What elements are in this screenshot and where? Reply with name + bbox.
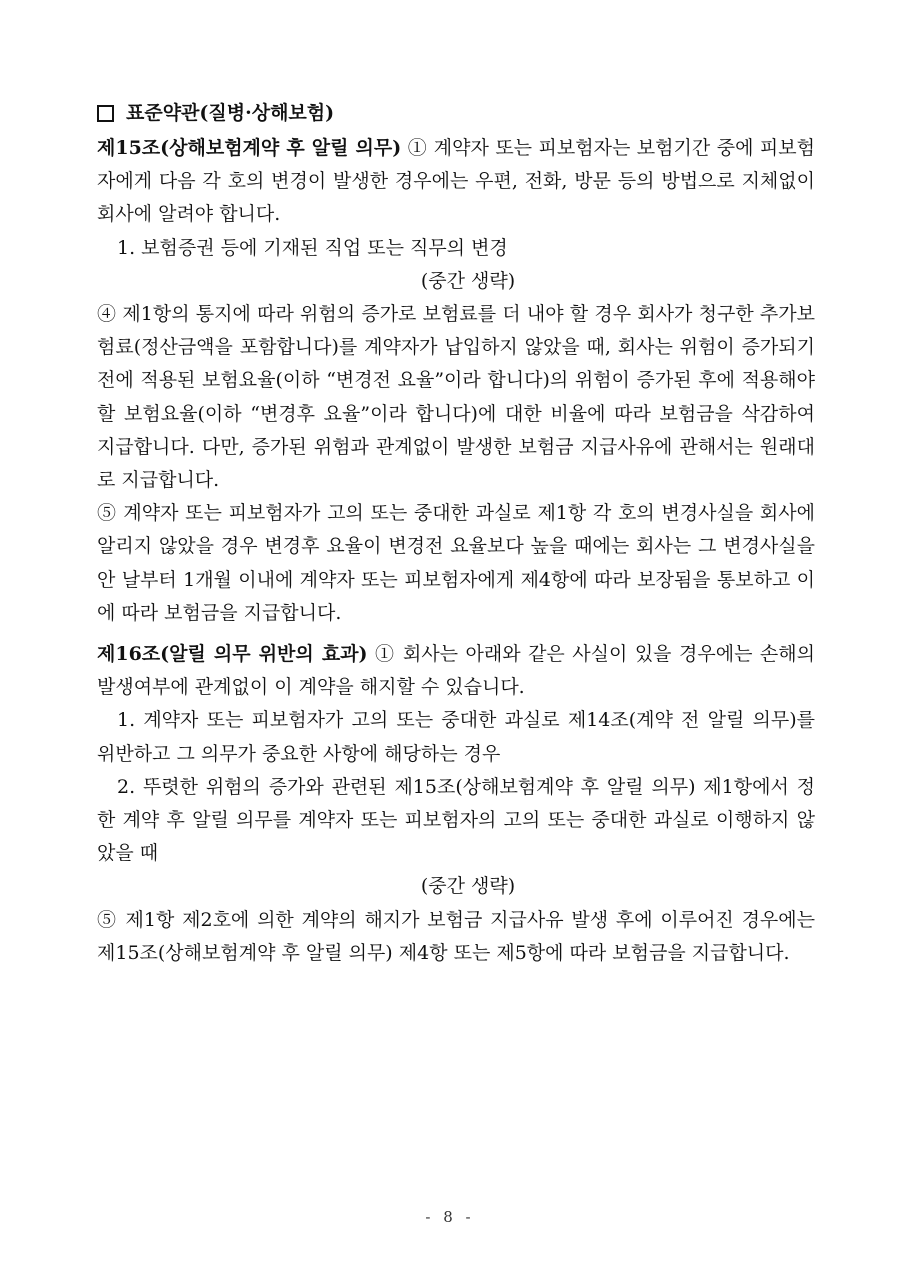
article-16-paragraph-1	[97, 638, 815, 704]
page-number: - 8 -	[425, 1208, 475, 1226]
article-15-omission: (중간 생략)	[420, 269, 516, 292]
page-content	[97, 98, 815, 970]
checkbox-square-icon	[97, 105, 114, 122]
section-heading-text: 표준약관(질병·상해보험)	[126, 102, 335, 124]
article-15-item-1: 1. 보험증권 등에 기재된 직업 또는 직무의 변경	[117, 236, 508, 259]
article-gap	[97, 630, 815, 638]
article-15-clause-1: ① 계약자 또는 피보험자는 보험기간 중에 피보험자에게 다음 각 호의 변경이 발생한 경우에는 우편, 전화, 방문 등의 방법으로 지체없이 회사에 알려야 합니다.	[97, 137, 815, 226]
article-16-item-1: 1. 계약자 또는 피보험자가 고의 또는 중대한 과실로 제14조(계약 전 알릴 의무)를 위반하고 그 의무가 중요한 사항에 해당하는 경우	[97, 709, 815, 765]
article-15-clause-5: ⑤ 계약자 또는 피보험자가 고의 또는 중대한 과실로 제1항 각 호의 변경사실을 회사에 알리지 않았을 경우 변경후 요율이 변경전 요율보다 높을 때에는 회사는 그 변경사실을 안 날부터 1개월 이내에 계약자 또는 피보험자에게 제4항에 따라 보장됨을 통보하고 이에 따라 보험금을 지급합니다.	[97, 502, 815, 624]
article-16-title: 제16조(알릴 의무 위반의 효과)	[97, 643, 368, 666]
article-16-clause-1: ① 회사는 아래와 같은 사실이 있을 경우에는 손해의 발생여부에 관계없이 이 계약을 해지할 수 있습니다.	[97, 643, 815, 699]
article-16-clause-5: ⑤ 제1항 제2호에 의한 계약의 해지가 보험금 지급사유 발생 후에 이루어진 경우에는 제15조(상해보험계약 후 알릴 의무) 제4항 또는 제5항에 따라 보험금을 지급합니다.	[97, 908, 815, 964]
article-16-omission: (중간 생략)	[420, 875, 516, 898]
article-15-clause-4: ④ 제1항의 통지에 따라 위험의 증가로 보험료를 더 내야 할 경우 회사가 청구한 추가보험료(정산금액을 포함합니다)를 계약자가 납입하지 않았을 때, 회사는 위험이 증가되기 전에 적용된 보험요율(이하 “변경전 요율”이라 합니다)의 위험이 증가된 후에 적용해야 할 보험요율(이하 “변경후 요율”이라 합니다)에 대한 비율에 따라 보험금을 삭감하여 지급합니다. 다만, 증가된 위험과 관계없이 발생한 보험금 지급사유에 관해서는 원래대로 지급합니다.	[97, 303, 815, 492]
article-15-title: 제15조(상해보험계약 후 알릴 의무)	[97, 137, 402, 159]
section-heading	[97, 98, 815, 128]
article-15-paragraph-1	[97, 132, 815, 232]
article-16-item-2: 2. 뚜렷한 위험의 증가와 관련된 제15조(상해보험계약 후 알릴 의무) 제1항에서 정한 계약 후 알릴 의무를 계약자 또는 피보험자의 고의 또는 중대한 과실로 이행하지 않았을 때	[97, 775, 815, 865]
